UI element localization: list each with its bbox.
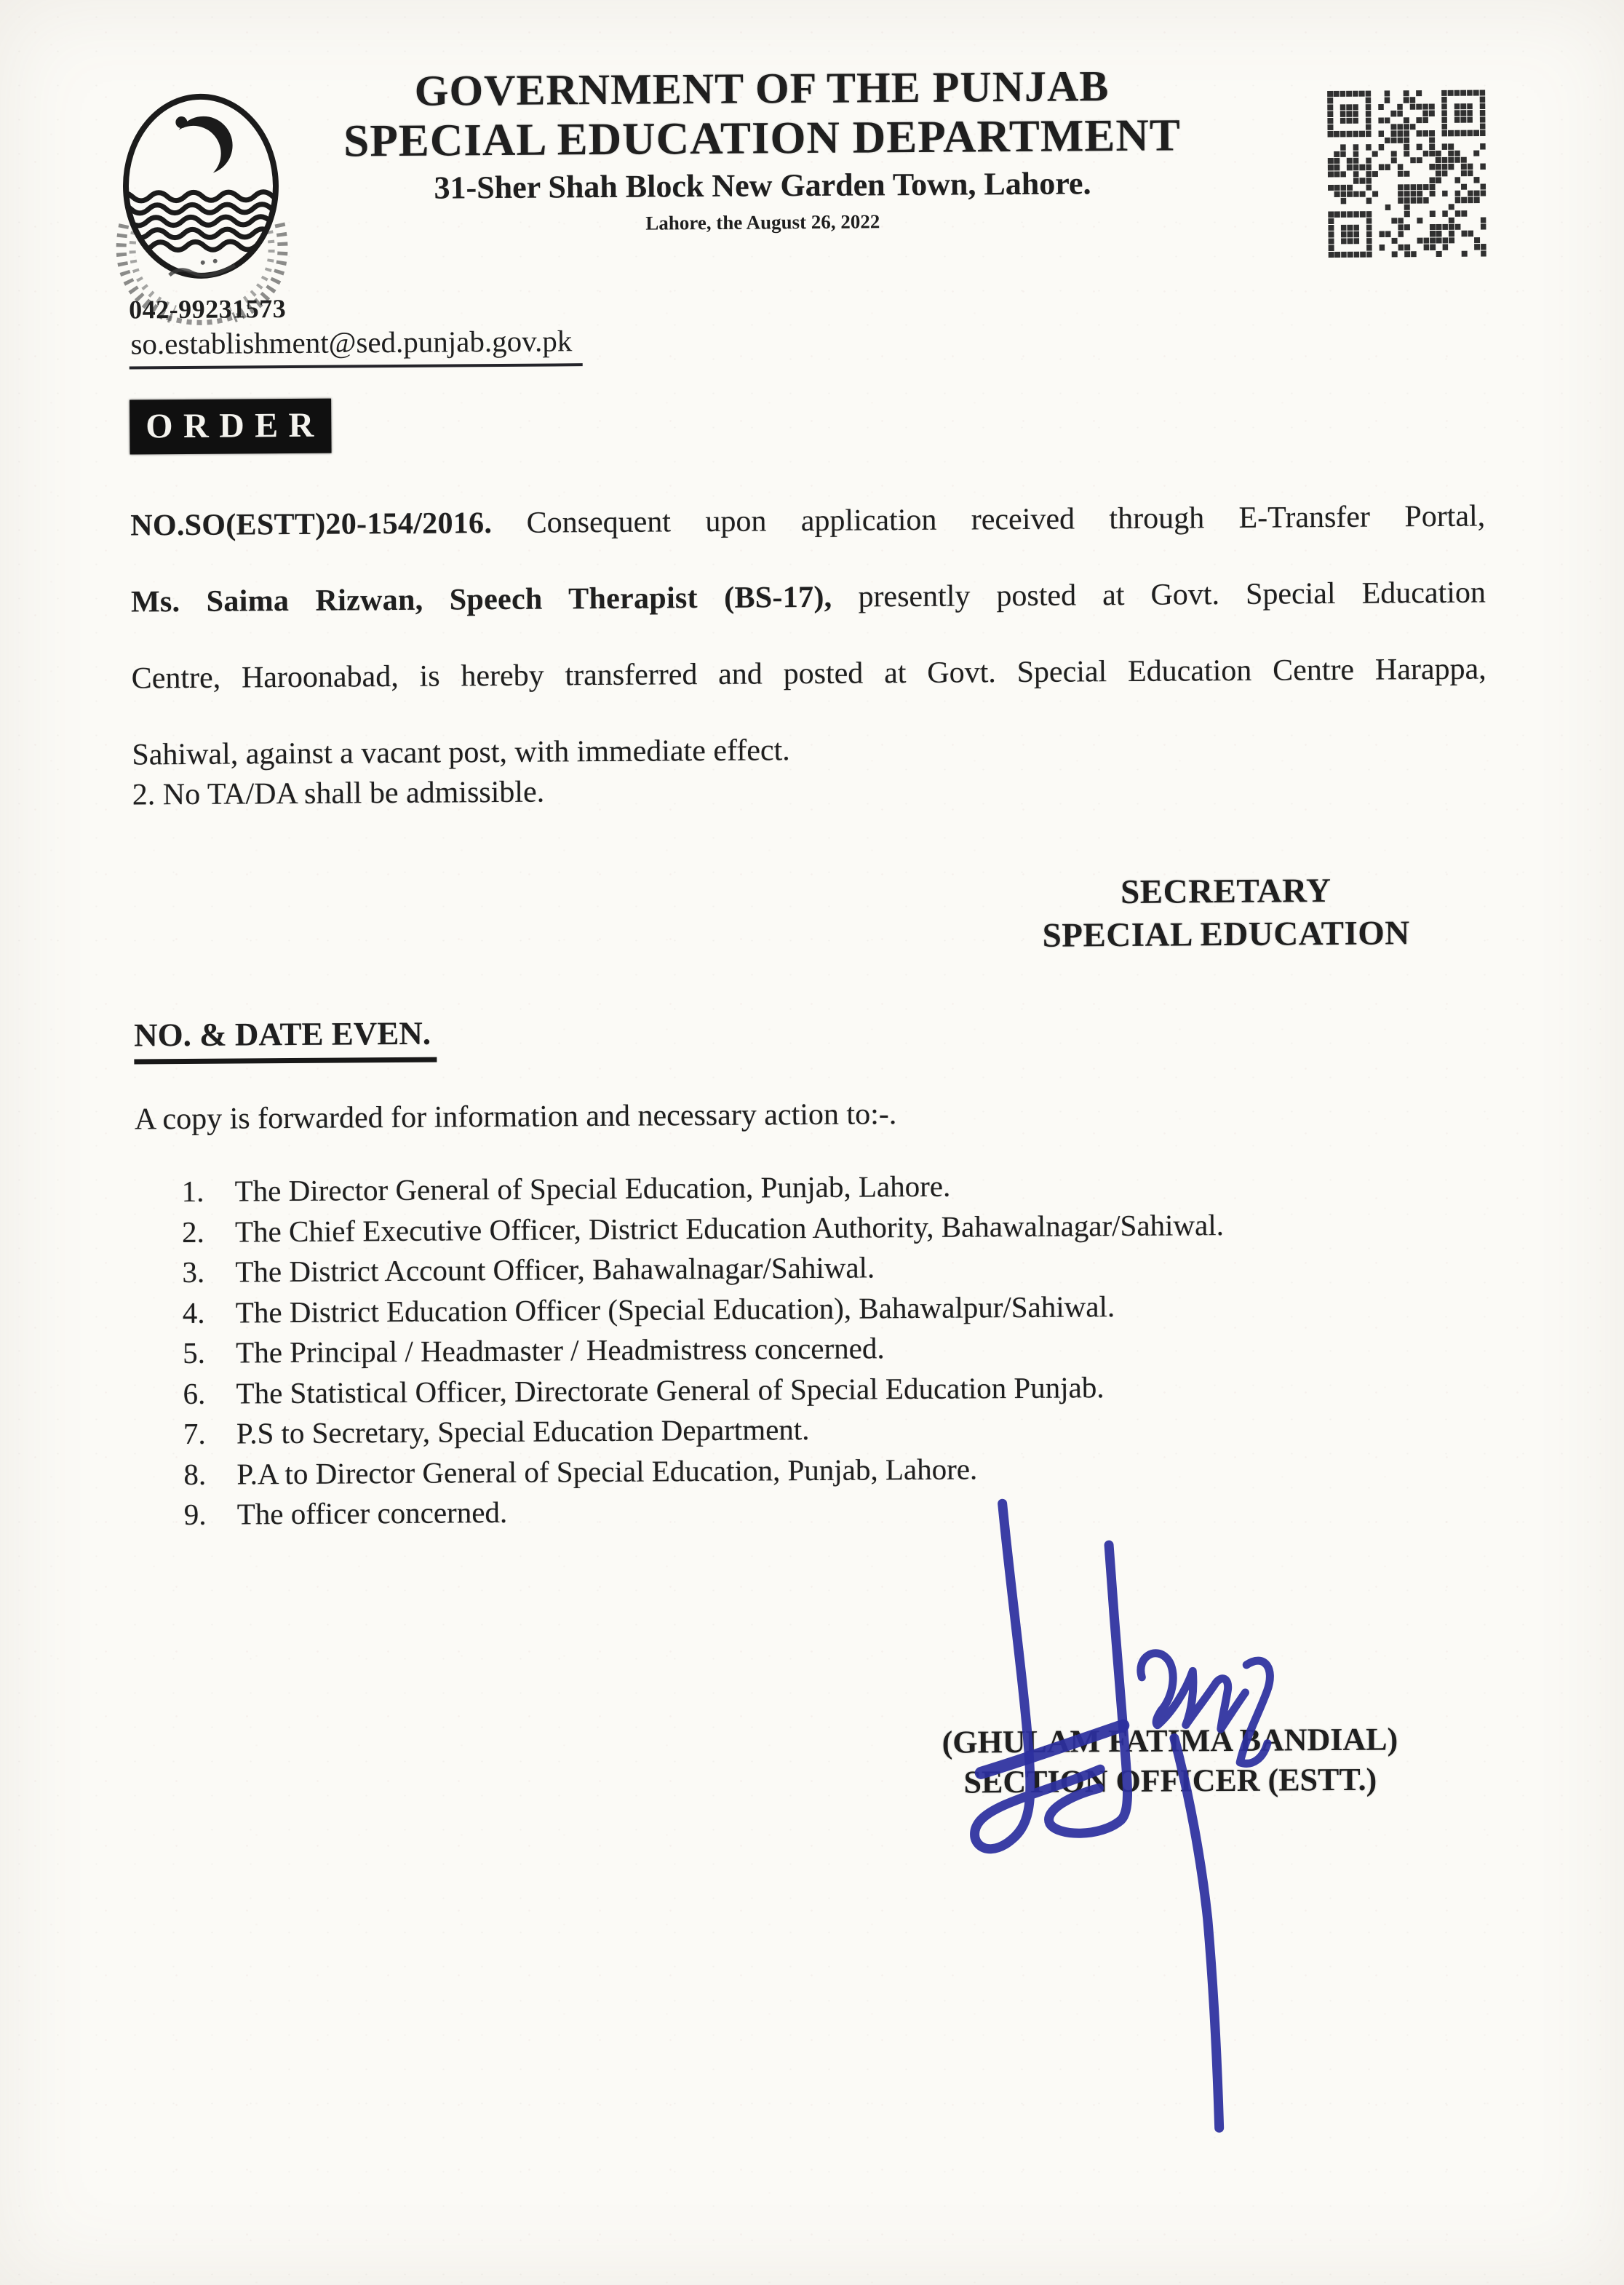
paragraph-line [131,632,1486,718]
secretary-title: SECRETARY [1120,872,1332,912]
officer-name-grade: Ms. Saima Rizwan, Speech Therapist (BS-17), [130,580,832,619]
recipient-list [181,1164,1225,1535]
org-title-line2: SPECIAL EDUCATION DEPARTMENT [343,109,1182,167]
recipient-item: The Statistical Officer, Directorate General of Special Education Punjab. [236,1370,1104,1410]
reference-number: NO.SO(ESTT)20-154/2016. [130,506,493,543]
section-officer-name: (GHULAM FATIMA BANDIAL) [942,1721,1398,1760]
paragraph-text: Centre, Haroonabad, is hereby transferred and posted at Govt. Special Education Centre Harappa, [131,652,1486,696]
recipient-item: The Director General of Special Education, Punjab, Lahore. [234,1169,951,1208]
no-date-even-heading: NO. & DATE EVEN. [134,1014,437,1065]
dateline: Lahore, the August 26, 2022 [645,210,880,234]
qr-code [1327,90,1487,263]
secretary-signatory-block [968,869,1485,958]
handwritten-signature [855,1479,1500,2197]
paragraph-line [131,555,1486,641]
recipient-item: The District Education Officer (Special Education), Bahawalpur/Sahiwal. [235,1289,1115,1330]
recipient-item: P.A to Director General of Special Education, Punjab, Lahore. [236,1451,978,1491]
recipient-item: The officer concerned. [236,1495,508,1531]
paragraph-line [130,479,1486,565]
order-heading: ORDER [130,399,332,455]
letterhead [300,61,1225,239]
org-address: 31-Sher Shah Block New Garden Town, Lahore. [434,165,1091,206]
paragraph-text: Consequent upon application received through E-Transfer Portal, [492,499,1486,541]
paragraph-text: presently posted at Govt. Special Education [832,576,1486,614]
order-paragraph [130,479,1487,794]
phone-number: 042-99231573 [129,294,287,325]
ta-da-clause: 2. No TA/DA shall be admissible. [132,775,545,812]
recipient-item: P.S to Secretary, Special Education Department. [236,1412,810,1450]
copy-forwarded-line: A copy is forwarded for information and necessary action to:-. [134,1097,897,1137]
recipient-item: The District Account Officer, Bahawalnagar/Sahiwal. [235,1250,875,1289]
secretary-department: SPECIAL EDUCATION [1042,914,1410,955]
recipient-item: The Principal / Headmaster / Headmistress concerned. [236,1331,885,1370]
recipient-item: The Chief Executive Officer, District Education Authority, Bahawalnagar/Sahiwal. [234,1207,1225,1249]
paragraph-text: Sahiwal, against a vacant post, with immediate effect. [132,734,790,772]
org-title-line1: GOVERNMENT OF THE PUNJAB [414,62,1110,115]
email-address: so.establishment@sed.punjab.gov.pk [129,323,582,369]
qr-code-icon [1327,90,1487,259]
section-officer-title: SECTION OFFICER (ESTT.) [963,1761,1377,1800]
